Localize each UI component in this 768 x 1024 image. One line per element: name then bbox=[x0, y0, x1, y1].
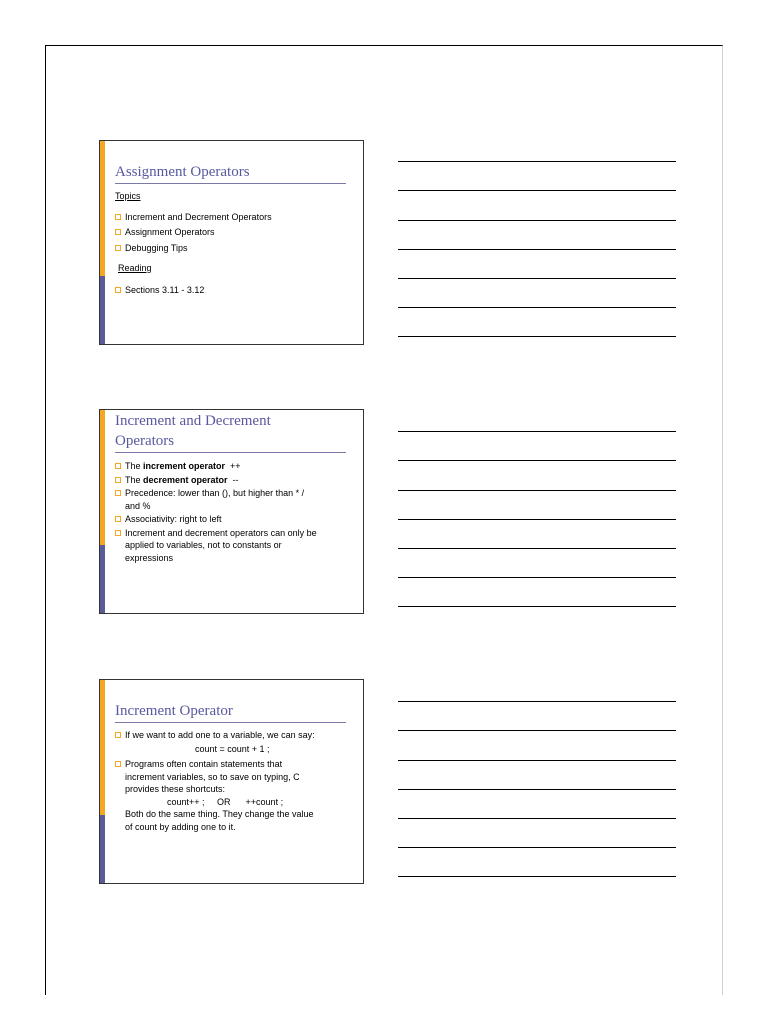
topics-heading: Topics bbox=[115, 191, 141, 201]
note-line bbox=[398, 220, 676, 221]
text: The bbox=[125, 474, 144, 485]
slide-body bbox=[115, 729, 353, 833]
note-line bbox=[398, 519, 676, 520]
note-line bbox=[398, 701, 676, 702]
text: The bbox=[125, 461, 144, 471]
paragraph-line: of count by adding one to it. bbox=[125, 821, 236, 832]
line: expressions bbox=[125, 552, 174, 563]
list-item bbox=[115, 758, 353, 796]
note-line bbox=[398, 577, 676, 578]
note-line bbox=[398, 606, 676, 607]
note-line bbox=[398, 460, 676, 461]
list-item bbox=[115, 474, 353, 487]
line: Increment and decrement operators can only be bbox=[125, 527, 317, 538]
list-item bbox=[115, 729, 353, 742]
accent-bar-blue bbox=[100, 276, 105, 344]
list-item: Assignment Operators bbox=[115, 226, 353, 239]
slide-title bbox=[115, 411, 346, 453]
line: Programs often contain statements that bbox=[125, 759, 283, 769]
note-line bbox=[398, 307, 676, 308]
line: and % bbox=[125, 500, 151, 511]
slide-title: Increment Operator bbox=[115, 701, 346, 723]
note-line bbox=[398, 730, 676, 731]
title-line: Operators bbox=[115, 433, 175, 449]
note-line bbox=[398, 818, 676, 819]
accent-bar-orange bbox=[100, 141, 105, 276]
slide-increment-decrement bbox=[99, 409, 364, 614]
list-item bbox=[115, 460, 353, 473]
slide-title: Assignment Operators bbox=[115, 162, 346, 184]
line: If we want to add one to a variable, we can say: bbox=[125, 730, 315, 740]
note-line bbox=[398, 278, 676, 279]
note-line bbox=[398, 876, 676, 877]
accent-bar-orange bbox=[100, 680, 105, 815]
symbol: ++ bbox=[225, 461, 241, 471]
note-line bbox=[398, 249, 676, 250]
accent-bar-orange bbox=[100, 410, 105, 545]
line: Precedence: lower than (), but higher than * / bbox=[125, 488, 305, 498]
note-line bbox=[398, 336, 676, 337]
list-item: Sections 3.11 - 3.12 bbox=[115, 284, 353, 297]
title-line: Increment and Decrement bbox=[115, 413, 271, 429]
slide-body bbox=[115, 190, 353, 296]
note-line bbox=[398, 490, 676, 491]
slide-assignment-operators bbox=[99, 140, 364, 345]
note-line bbox=[398, 548, 676, 549]
accent-bar-blue bbox=[100, 815, 105, 883]
note-line bbox=[398, 760, 676, 761]
accent-bar-blue bbox=[100, 545, 105, 613]
line: increment variables, so to save on typing, C bbox=[125, 771, 300, 782]
term: increment operator bbox=[143, 461, 226, 471]
list-item bbox=[115, 527, 353, 565]
note-line bbox=[398, 789, 676, 790]
list-item: Debugging Tips bbox=[115, 242, 353, 255]
reading-heading: Reading bbox=[118, 263, 152, 273]
list-item bbox=[115, 487, 353, 512]
note-line bbox=[398, 161, 676, 162]
note-line bbox=[398, 431, 676, 432]
line: applied to variables, not to constants or bbox=[125, 540, 282, 550]
line: provides these shortcuts: bbox=[125, 784, 226, 794]
list-item: Associativity: right to left bbox=[115, 513, 353, 526]
note-line bbox=[398, 847, 676, 848]
note-line bbox=[398, 190, 676, 191]
list-item: Increment and Decrement Operators bbox=[115, 211, 353, 224]
symbol: -- bbox=[227, 474, 239, 485]
paragraph-line: Both do the same thing. They change the value bbox=[125, 809, 314, 819]
code-line: count++ ; OR ++count ; bbox=[167, 796, 284, 807]
code-line: count = count + 1 ; bbox=[195, 743, 270, 754]
term: decrement operator bbox=[143, 474, 228, 485]
slide-body bbox=[115, 460, 353, 564]
slide-increment-operator bbox=[99, 679, 364, 884]
